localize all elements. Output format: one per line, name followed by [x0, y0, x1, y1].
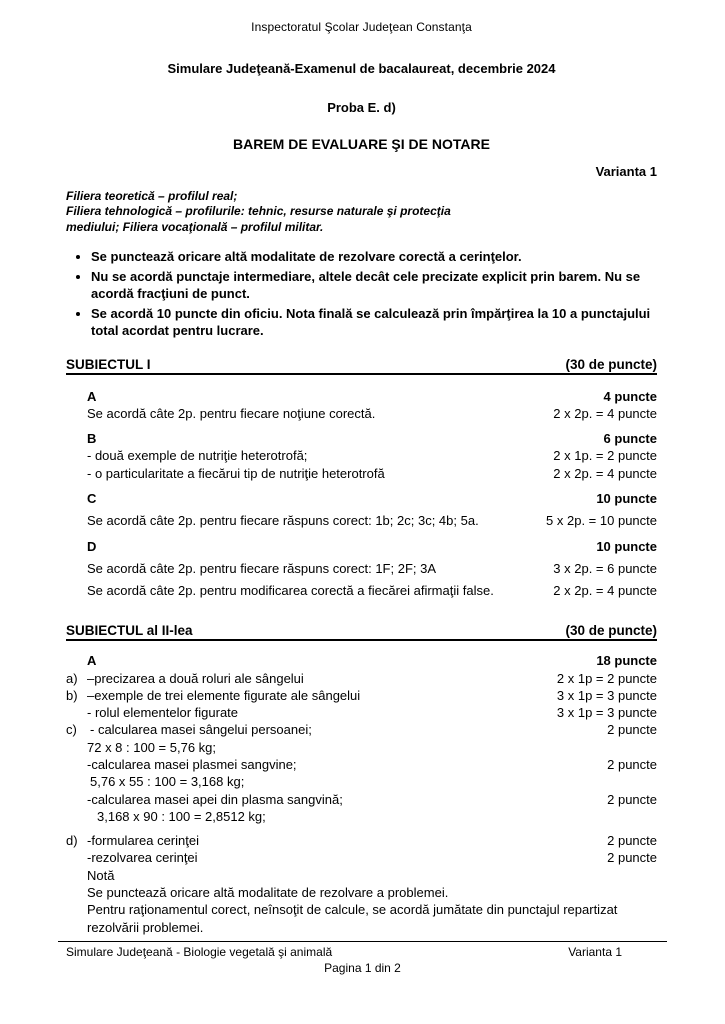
section-points: (30 de puncte): [565, 623, 657, 639]
rubric-row: [66, 721, 657, 738]
row-points: 6 puncte: [603, 431, 657, 447]
rubric-row: [87, 430, 657, 447]
instruction-item: • Se punctează oricare altă modalitate de rezolvare corectă a cerinţelor.: [91, 249, 657, 266]
row-points: 10 puncte: [596, 538, 657, 554]
row-points: 18 puncte: [596, 653, 657, 669]
row-points: 4 puncte: [603, 388, 657, 404]
rubric-row: [87, 447, 657, 464]
subiect1-rows: [66, 388, 657, 600]
rubric-row: [66, 832, 657, 849]
row-points: 5 x 2p. = 10 puncte: [546, 513, 657, 529]
rubric-row: [87, 465, 657, 482]
rubric-row: [87, 560, 657, 577]
rubric-row: [66, 901, 657, 936]
row-label: B: [87, 431, 97, 447]
row-points: 10 puncte: [596, 490, 657, 506]
row-marker: b): [66, 687, 78, 703]
row-label: - o particularitate a fiecărui tip de nutriţie heterotrofă: [87, 465, 385, 481]
filiera-line: mediului; Filiera vocaţională – profilul militar.: [66, 219, 324, 234]
institution-name: Inspectoratul Şcolar Judeţean Constanţa: [251, 20, 472, 34]
filiera-line: Filiera teoretică – profilul real;: [66, 189, 238, 203]
row-label: 72 x 8 : 100 = 5,76 kg;: [87, 739, 217, 755]
filiera-line: Filiera tehnologică – profilurile: tehnic, resurse naturale şi protecţia: [66, 204, 451, 219]
rubric-row: [66, 756, 657, 773]
footer-divider: [58, 941, 667, 942]
row-label: A: [87, 388, 97, 404]
row-label: -calcularea masei apei din plasma sangvină;: [87, 791, 343, 807]
barem-title: BAREM DE EVALUARE ŞI DE NOTARE: [233, 136, 490, 152]
row-points: 2 puncte: [607, 850, 657, 866]
rubric-row: [66, 704, 657, 721]
instruction-item: • Nu se acordă punctaje intermediare, altele decât cele precizate explicit prin barem. Nu se acordă fracţiuni de punct.: [91, 269, 657, 303]
rubric-row: [87, 538, 657, 555]
row-label: - calcularea masei sângelui persoanei;: [90, 722, 312, 738]
row-points: 2 x 1p = 2 puncte: [556, 670, 657, 686]
row-points: 2 x 2p. = 4 puncte: [553, 405, 657, 421]
section-title: SUBIECTUL I: [66, 356, 151, 372]
row-label: Pentru raţionamentul corect, neînsoţit de calcule, se acordă jumătate din punctajul repartizat rezolvării problemei.: [87, 902, 618, 935]
footer-row: [58, 945, 667, 959]
row-label: D: [87, 538, 97, 554]
rubric-row: [87, 512, 657, 529]
row-marker: a): [66, 670, 78, 686]
row-points: 2 puncte: [607, 722, 657, 738]
row-label: Se acordă câte 2p. pentru fiecare răspuns corect: 1b; 2c; 3c; 4b; 5a.: [87, 513, 479, 529]
row-label: 3,168 x 90 : 100 = 2,8512 kg;: [97, 808, 266, 824]
footer-variant: Varianta 1: [568, 945, 622, 959]
rubric-row: [87, 405, 657, 422]
row-marker: d): [66, 833, 78, 849]
row-label: C: [87, 490, 97, 506]
filiera-note: [66, 189, 657, 235]
rubric-row: [87, 490, 657, 507]
row-points: 2 puncte: [607, 833, 657, 849]
rubric-row: [66, 849, 657, 866]
row-label: -calcularea masei plasmei sangvine;: [87, 757, 297, 773]
rubric-row: [87, 388, 657, 405]
row-label: -formularea cerinţei: [87, 833, 199, 849]
subiect2-rows: [66, 652, 657, 936]
row-label: Se acordă câte 2p. pentru modificarea corectă a fiecărei afirmaţii false.: [87, 583, 494, 599]
rubric-row: [87, 582, 657, 599]
rubric-row: [66, 884, 657, 901]
page-footer: [58, 941, 667, 975]
row-label: –exemple de trei elemente figurate ale sângelui: [87, 687, 361, 703]
row-label: -rezolvarea cerinţei: [87, 850, 198, 866]
row-points: 2 x 1p. = 2 puncte: [553, 448, 657, 464]
rubric-row: [66, 652, 657, 669]
document-title: Simulare Judeţeană-Examenul de bacalaureat, decembrie 2024: [167, 61, 556, 76]
row-points: 3 x 1p = 3 puncte: [556, 705, 657, 721]
row-label: Se acordă câte 2p. pentru fiecare noţiune corectă.: [87, 405, 376, 421]
rubric-row: [66, 773, 657, 790]
rubric-row: [66, 867, 657, 884]
section-title: SUBIECTUL al II-lea: [66, 623, 193, 639]
page-number: Pagina 1 din 2: [324, 961, 401, 975]
footer-left: Simulare Judeţeană - Biologie vegetală şi animală: [66, 945, 333, 959]
row-label: - două exemple de nutriţie heterotrofă;: [87, 448, 308, 464]
proba-label: Proba E. d): [327, 100, 396, 115]
row-points: 3 x 2p. = 6 puncte: [553, 560, 657, 576]
row-points: 3 x 1p = 3 puncte: [556, 687, 657, 703]
rubric-row: [66, 791, 657, 808]
row-label: –precizarea a două roluri ale sângelui: [87, 670, 304, 686]
row-label: 5,76 x 55 : 100 = 3,168 kg;: [90, 774, 245, 790]
section-heading-subiectul-2: [66, 623, 657, 641]
row-label: Notă: [87, 867, 115, 883]
instruction-item: • Se acordă 10 puncte din oficiu. Nota finală se calculează prin împărţirea la 10 a punctajului total acordat pentru lucrare.: [91, 306, 657, 340]
rubric-row: [66, 670, 657, 687]
variant-label: Varianta 1: [595, 164, 657, 179]
rubric-row: [66, 739, 657, 756]
rubric-row: [66, 808, 657, 825]
row-points: 2 puncte: [607, 791, 657, 807]
row-points: 2 x 2p. = 4 puncte: [553, 583, 657, 599]
row-label: A: [87, 653, 97, 669]
instructions-list: [66, 249, 657, 339]
row-points: 2 x 2p. = 4 puncte: [553, 465, 657, 481]
row-marker: c): [66, 722, 77, 738]
rubric-row: [66, 687, 657, 704]
section-heading-subiectul-1: [66, 357, 657, 375]
row-points: 2 puncte: [607, 757, 657, 773]
row-label: Se punctează oricare altă modalitate de rezolvare a problemei.: [87, 885, 449, 900]
row-label: Se acordă câte 2p. pentru fiecare răspuns corect: 1F; 2F; 3A: [87, 560, 437, 576]
row-label: - rolul elementelor figurate: [87, 705, 239, 721]
section-points: (30 de puncte): [565, 356, 657, 372]
